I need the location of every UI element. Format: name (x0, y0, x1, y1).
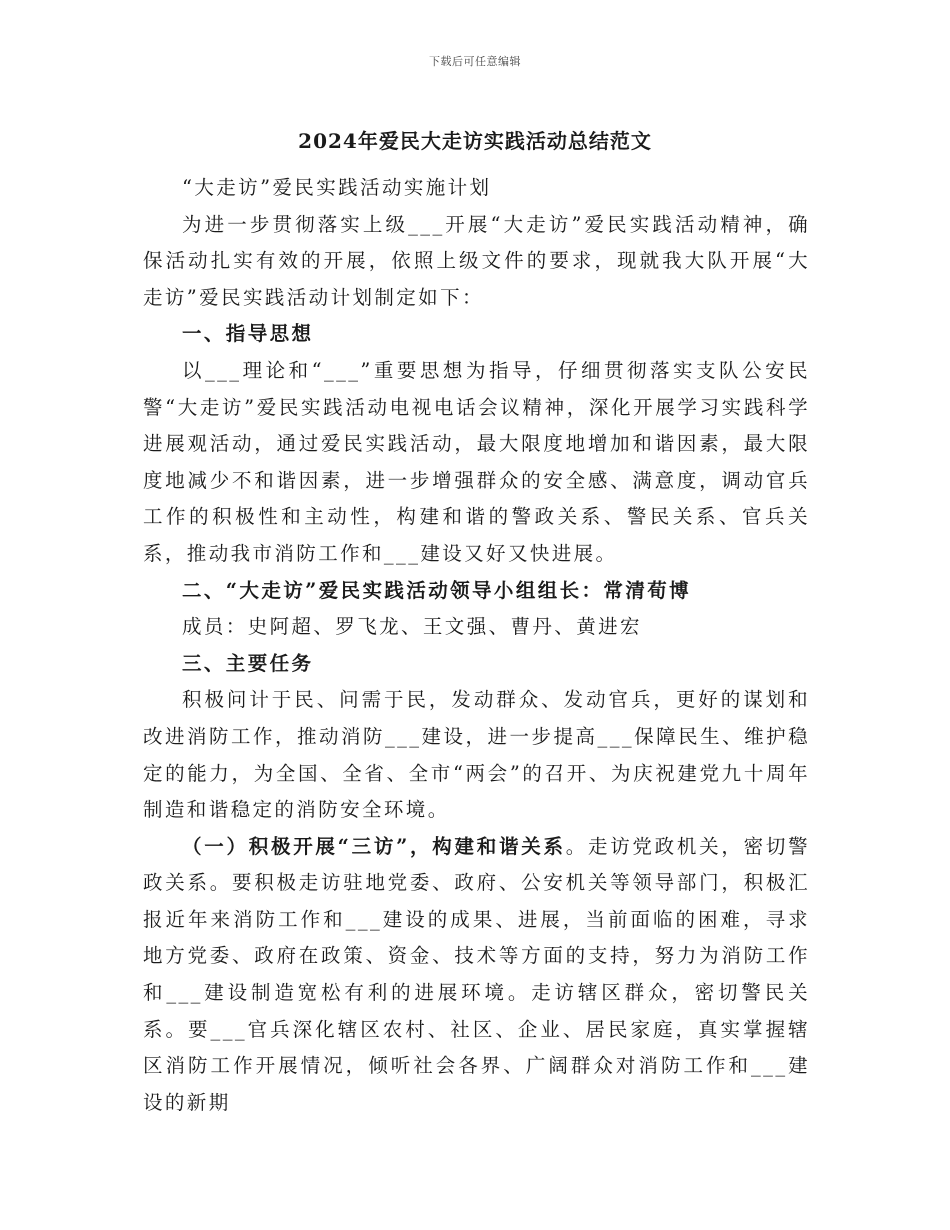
document-title: 2024年爱民大走访实践活动总结范文 (298, 129, 652, 153)
document-body (143, 170, 810, 1121)
intro-paragraph: 为进一步贯彻落实上级___开展“大走访”爱民实践活动精神，确保活动扎实有效的开展，依照上级文件的要求，现就我大队开展“大走访”爱民实践活动计划制定如下： (143, 212, 810, 309)
header-note: 下载后可任意编辑 (429, 55, 521, 68)
section-3-paragraph: 积极问计于民、问需于民，发动群众、发动官兵，更好的谋划和改进消防工作，推动消防___建设，进一步提高___保障民生、维护稳定的能力，为全国、全省、全市“两会”的召开、为庆祝建党九十周年制造和谐稳定的消防安全环境。 (143, 688, 810, 822)
item-1-body: 。走访党政机关，密切警政关系。要积极走访驻地党委、政府、公安机关等领导部门，积极汇报近年来消防工作和___建设的成果、进展，当前面临的困难，寻求地方党委、政府在政策、资金、技术等方面的支持，努力为消防工作和___建设制造宽松有利的进展环境。走访辖区群众，密切警民关系。要___官兵深化辖区农村、社区、企业、居民家庭，真实掌握辖区消防工作开展情况，倾听社会各界、广阔群众对消防工作和___建设的新期 (143, 834, 810, 1114)
section-2-members: 成员：史阿超、罗飞龙、王文强、曹丹、黄进宏 (182, 615, 642, 639)
section-1-paragraph: 以___理论和“___”重要思想为指导，仔细贯彻落实支队公安民警“大走访”爱民实践活动电视电话会议精神，深化开展学习实践科学进展观活动，通过爱民实践活动，最大限度地增加和谐因素，最大限度地减少不和谐因素，进一步增强群众的安全感、满意度，调动官兵工作的积极性和主动性，构建和谐的警政关系、警民关系、官兵关系，推动我市消防工作和___建设又好又快进展。 (143, 358, 810, 565)
section-1-heading: 一、指导思想 (182, 322, 314, 346)
section-3-heading: 三、主要任务 (182, 651, 314, 675)
section-2-heading: 二、“大走访”爱民实践活动领导小组组长：常清荀博 (182, 578, 692, 602)
subtitle: “大走访”爱民实践活动实施计划 (182, 176, 492, 199)
item-1-lead: （一）积极开展“三访”，构建和谐关系 (182, 834, 566, 858)
item-1-paragraph (143, 829, 810, 1122)
